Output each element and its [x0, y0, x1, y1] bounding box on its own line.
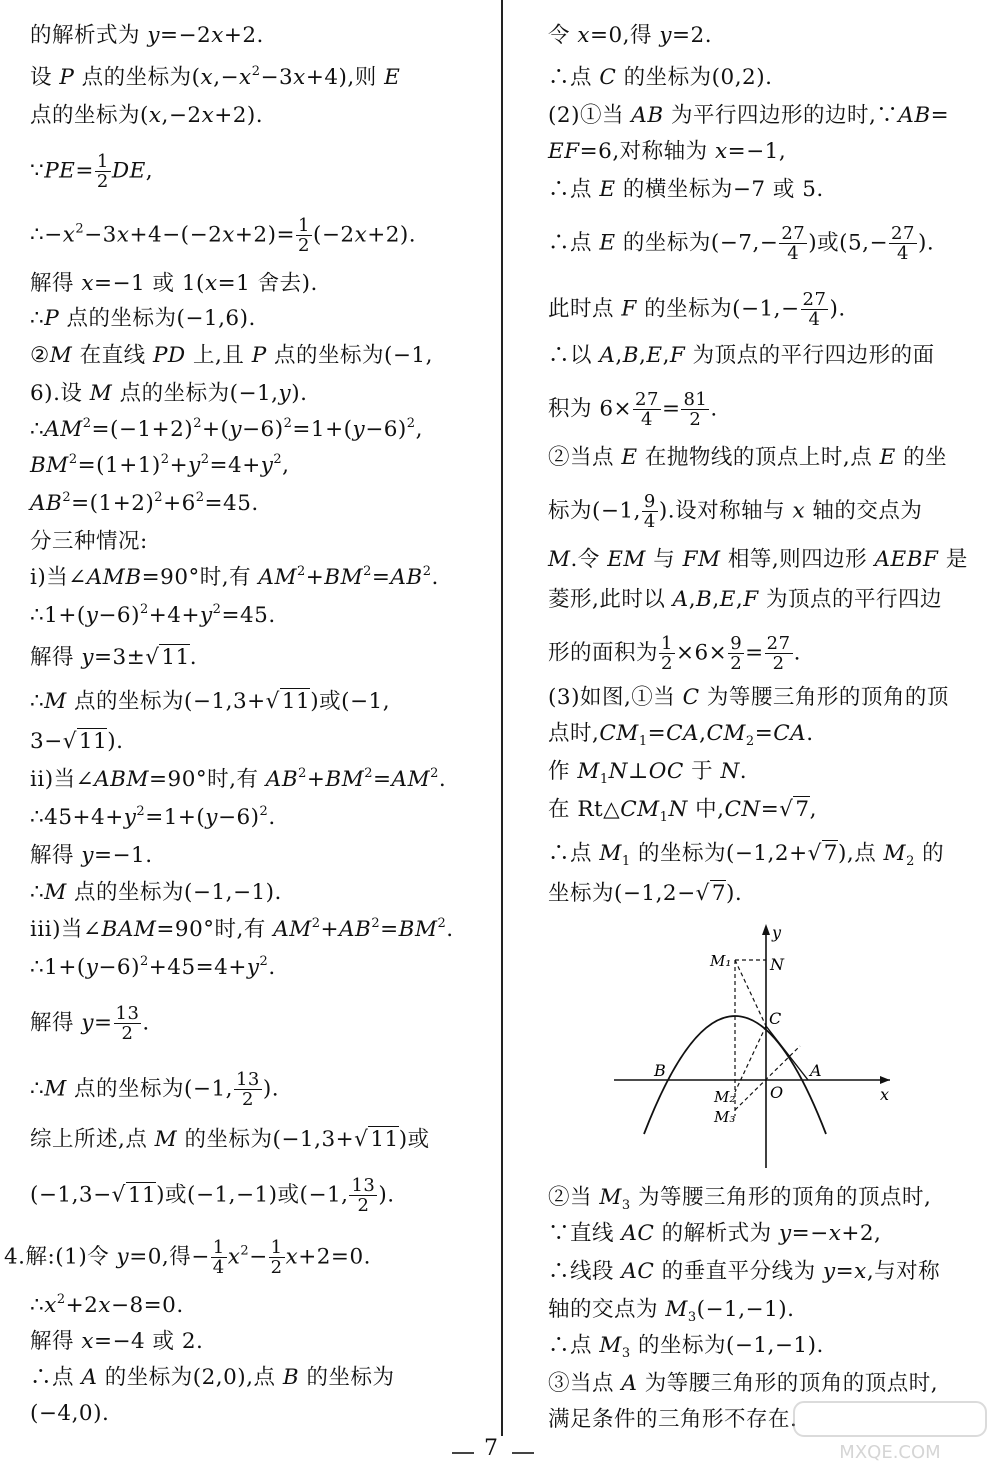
text-line: ∴M 点的坐标为(−1,3+√11)或(−1,: [30, 689, 391, 714]
text-line: 积为 6× $\frac{27}{4}$ = $\frac{81}{2}$ .: [548, 389, 718, 430]
text-line: 解得 x=−1 或 1(x=1 舍去).: [30, 271, 318, 296]
text-line: $\therefore 1+(y-6)^2+4+y^2=45$.: [30, 602, 276, 628]
text-line: M.令 EM 与 FM 相等,则四边形 AEBF 是: [548, 547, 968, 572]
page-number-dash-left: [452, 1452, 474, 1454]
text-line: iii)当∠BAM=90°时,有 $AM^2+AB^2=BM^2$.: [30, 916, 454, 942]
text-line: ∴点 A 的坐标为(2,0),点 B 的坐标为: [30, 1365, 395, 1390]
text-line: 在 $Rt\triangle CM_1N$ 中,CN=√7,: [548, 797, 817, 825]
text-line: ∵PE= $\frac{1}{2}$ DE,: [30, 151, 154, 192]
text-line: 坐标为(−1,2−√7).: [548, 881, 743, 906]
text-line: 作 $M_1N\perp OC$ 于 N.: [548, 759, 748, 787]
text-line: 设 P 点的坐标为$(x,-x^2-3x+4)$,则 E: [30, 64, 401, 90]
point-m1-label: M₁: [710, 952, 732, 970]
text-line: $\therefore 45+4+y^2=1+(y-6)^2$.: [30, 804, 276, 830]
text-line: ③当点 A 为等腰三角形的顶角的顶点时,: [548, 1371, 939, 1396]
text-line: $\therefore x^2+2x-8=0$.: [30, 1292, 184, 1318]
point-b-label: B: [654, 1061, 666, 1080]
c-a-segment: [766, 1026, 808, 1080]
text-line: ∴点 $M_1$ 的坐标为(−1,2+√7),点 $M_2$ 的: [548, 841, 945, 869]
text-line: ②M 在直线 PD 上,且 P 点的坐标为(−1,: [30, 343, 433, 368]
text-line: 满足条件的三角形不存在.: [548, 1407, 798, 1432]
text-line: ii)当∠ABM=90°时,有 $AB^2+BM^2=AM^2$.: [30, 766, 447, 792]
point-a-label: A: [810, 1061, 822, 1080]
text-line: $\therefore-x^2-3x+4-(-2x+2)=$ $\frac{1}{2}$ (−2x+2).: [30, 215, 417, 256]
text-line: 6).设 M 点的坐标为(−1,y).: [30, 381, 308, 406]
column-divider: [501, 0, 503, 1436]
text-line: 3−√11).: [30, 729, 124, 754]
text-line: ∴点 E 的坐标为(−7,− $\frac{27}{4}$ )或(5,− $\frac{27}{4}$ ).: [548, 223, 935, 264]
text-line: 形的面积为 $\frac{1}{2}$ ×6× $\frac{9}{2}$ = $\frac{27}{2}$ .: [548, 633, 801, 674]
parabola-figure: [604, 920, 896, 1170]
perpendicular-bisector: [735, 1046, 800, 1110]
text-line: ∵直线 AC 的解析式为 y=−x+2,: [548, 1221, 882, 1246]
text-line: $\therefore 1+(y-6)^2+45=4+y^2$.: [30, 954, 276, 980]
y-axis-label: y: [772, 923, 782, 942]
c-m2-segment: [735, 1026, 766, 1092]
text-line: 4.解:(1)令 y=0,得− $\frac{1}{4}$ $x^2-$ $\frac{1}{2}$ x+2=0.: [4, 1237, 371, 1278]
text-line: $AB^2=(1+2)^2+6^2=45$.: [30, 490, 259, 516]
text-line: 轴的交点为 $M_3(-1,-1)$.: [548, 1297, 795, 1325]
text-line: 点的坐标为(x,−2x+2).: [30, 103, 264, 128]
text-line: 解得 y=3±√11.: [30, 645, 198, 670]
text-line: 菱形,此时以 A,B,E,F 为顶点的平行四边: [548, 587, 943, 612]
text-line: ∴以 A,B,E,F 为顶点的平行四边形的面: [548, 343, 935, 368]
text-line: ∴点 $M_3$ 的坐标为(−1,−1).: [548, 1333, 824, 1361]
text-line: 解得 y= $\frac{13}{2}$ .: [30, 1003, 150, 1044]
text-line: (2)①当 AB 为平行四边形的边时,∵AB=: [548, 103, 950, 128]
text-line: $BM^2=(1+1)^2+y^2=4+y^2$,: [30, 452, 290, 478]
point-n-label: N: [770, 955, 784, 974]
point-c-label: C: [769, 1009, 782, 1028]
text-line: i)当∠AMB=90°时,有 $AM^2+BM^2=AB^2$.: [30, 564, 439, 590]
text-line: ②当 $M_3$ 为等腰三角形的顶角的顶点时,: [548, 1185, 932, 1213]
point-m3-label: M₃: [714, 1108, 736, 1126]
x-axis-arrow: [880, 1076, 890, 1084]
text-line: 分三种情况:: [30, 529, 148, 554]
text-line: 解得 y=−1.: [30, 843, 153, 868]
text-line: 的解析式为 y=−2x+2.: [30, 23, 264, 48]
text-line: ∴M 点的坐标为(−1, $\frac{13}{2}$ ).: [30, 1069, 280, 1110]
y-axis-arrow: [762, 924, 770, 935]
svg-text:MXQE.COM: MXQE.COM: [839, 1442, 941, 1462]
text-line: 点时$,CM_1=CA,CM_2=CA$.: [548, 721, 814, 749]
text-line: $\therefore AM^2=(-1+2)^2+(y-6)^2=1+(y-6)^2$,: [30, 416, 423, 442]
text-line: (−1,3−√11)或(−1,−1)或(−1, $\frac{13}{2}$ ).: [30, 1175, 395, 1216]
text-line: ∴点 C 的坐标为(0,2).: [548, 65, 773, 90]
text-line: ∴点 E 的横坐标为−7 或 5.: [548, 177, 824, 202]
text-line: 此时点 F 的坐标为(−1,− $\frac{27}{4}$ ).: [548, 289, 846, 330]
x-axis-label: x: [880, 1085, 890, 1104]
text-line: (3)如图,①当 C 为等腰三角形的顶角的顶: [548, 685, 949, 710]
text-line: ∴线段 AC 的垂直平分线为 y=x,与对称: [548, 1259, 941, 1284]
text-line: ∴M 点的坐标为(−1,−1).: [30, 880, 282, 905]
text-line: 标为(−1, $\frac{9}{4}$ ).设对称轴与 x 轴的交点为: [548, 491, 923, 532]
text-line: 令 x=0,得 y=2.: [548, 23, 713, 48]
watermark-logo: [790, 1400, 990, 1462]
page-number-dash-right: [512, 1452, 534, 1454]
text-line: (−4,0).: [30, 1401, 110, 1426]
page-number: 7: [484, 1436, 498, 1461]
text-line: ∴P 点的坐标为(−1,6).: [30, 306, 256, 331]
text-line: EF=6,对称轴为 x=−1,: [548, 139, 787, 164]
text-line: 解得 x=−4 或 2.: [30, 1329, 204, 1354]
point-m2-label: M₂: [714, 1088, 736, 1106]
text-line: 综上所述,点 M 的坐标为(−1,3+√11)或: [30, 1127, 430, 1152]
origin-label: O: [770, 1083, 784, 1102]
text-line: ②当点 E 在抛物线的顶点上时,点 E 的坐: [548, 445, 948, 470]
